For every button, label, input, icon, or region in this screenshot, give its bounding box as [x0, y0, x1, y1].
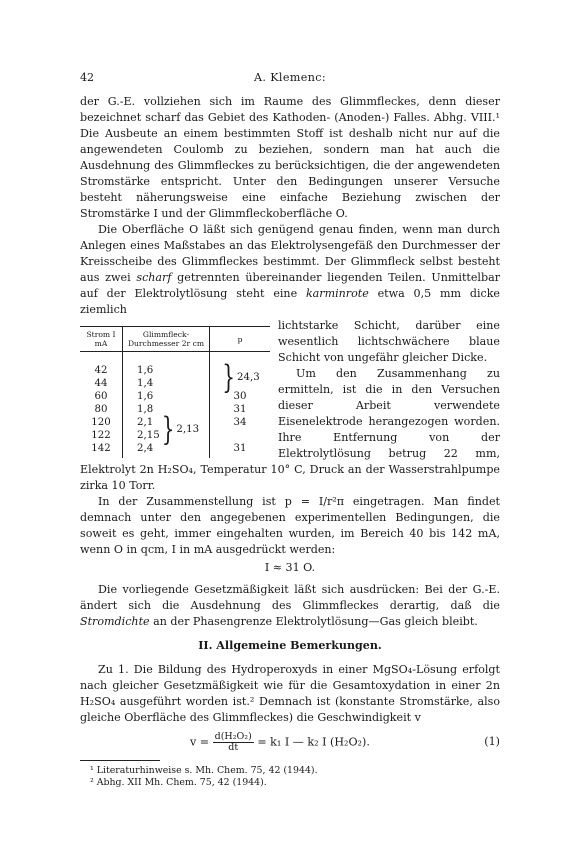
paragraph-5: Zu 1. Die Bildung des Hydroperoxyds in einer MgSO₄-Lösung erfolgt nach gleicher Gesetzmäßigkeit wie für die Gesamtoxydation in einer 2n H₂SO₄ ausgeführt worden ist.² Demnach ist (konstante Stromstärke, also gleiche Oberfläche des Glimmfleckes) die Geschwindigkeit v [80, 663, 500, 724]
footnote-1: ¹ Literaturhinweise s. Mh. Chem. 75, 42 (1944). [90, 765, 318, 776]
data-table [80, 326, 270, 458]
equation-1: v = $\frac{\text{d(H₂O₂)}}{dt}$ = k₁ I — k₂ I (H₂O₂). (1) [190, 731, 500, 753]
table-row: 42 1,6 } 24,3 [80, 352, 270, 378]
page [80, 70, 500, 789]
page-header [80, 70, 500, 94]
brace-symbol: } [222, 357, 236, 396]
column-header-strom: Strom I mA [80, 327, 123, 352]
column-header-p: p [210, 327, 271, 352]
table-wrap-section [80, 318, 500, 494]
wrap-paragraph-1: lichtstarke Schicht, darüber eine wesentlich lichtschwächere blaue Schicht von ungefähr gleicher Dicke. [278, 319, 500, 364]
equation-number: (1) [484, 735, 500, 748]
section-title: II. Allgemeine Bemerkungen. [198, 639, 382, 652]
paragraph-3: In der Zusammenstellung ist p = I/r²π eingetragen. Man findet demnach unter den angegebenen experimentellen Bedingungen, die soweit es geht, immer eingehalten wurden, im Bereich 40 bis 142 mA, wenn O in qcm, I in mA ausgedrückt werden: [80, 495, 500, 556]
formula-1: I ≈ 31 O. [264, 561, 316, 574]
paragraph-1: der G.-E. vollziehen sich im Raume des Glimmfleckes, denn dieser bezeichnet scharf das Gebiet des Kathoden- (Anoden-) Falles. Abhg. VIII.¹ Die Ausbeute an einem bestimmten Stoff ist deshalb nicht nur auf die angewendeten Coulomb zu beziehen, sondern man hat auch die Ausdehnung des Glimmfleckes zu berücksichtigen, die der angewendeten Stromstärke entspricht. Unter den Bedingungen unserer Versuche besteht näherungsweise eine einfache Beziehung zwischen der Stromstärke I und der Glimmfleckoberfläche O. [80, 95, 500, 220]
paragraph-2: Die Oberfläche O läßt sich genügend genau finden, wenn man durch Anlegen eines Maßstabes an das Elektrolysengefäß den Durchmesser der Kreisscheibe des Glimmfleckes bestimmt. Der Glimmfleck selbst besteht aus zwei scharf getrennten übereinander liegenden Teilen. Unmittelbar auf der Elektrolytlösung steht eine karminrote etwa 0,5 mm dicke ziemlich [80, 223, 500, 316]
paragraph-4: Die vorliegende Gesetzmäßigkeit läßt sich ausdrücken: Bei der G.-E. ändert sich die Ausdehnung des Glimmfleckes derartig, daß die Stromdichte an der Phasengrenze Elektrolytlösung—Gas gleich bleibt. [80, 583, 500, 628]
table-row: 80 1,8 31 [80, 403, 270, 416]
table-row: 142 2,4 31 [80, 442, 270, 458]
footnote-rule [80, 760, 160, 761]
table-row: 60 1,6 30 [80, 390, 270, 403]
wrap-paragraph-2: Um den Zusammenhang zu ermitteln, ist die in den Versuchen dieser Arbeit verwendete Eisenelektrode herangezogen worden. Ihre Entfernung von der Elektrolytlösung betrug 22 mm, Elektrolyt 2n H₂SO₄, Temperatur 10° C, Druck an der Wasserstrahlpumpe zirka 10 Torr. [80, 367, 500, 492]
brace-symbol: } [161, 409, 175, 449]
running-head: A. Klemenc: [253, 71, 327, 84]
footnote-2: ² Abhg. XII Mh. Chem. 75, 42 (1944). [90, 777, 267, 788]
table-row: 44 1,4 [80, 377, 270, 390]
page-number: 42 [80, 71, 95, 84]
brace-value: 2,13 [176, 424, 200, 435]
table-row: 120 2,1 2,15 } 2,13 34 [80, 416, 270, 429]
column-header-durchmesser: Glimmfleck-Durchmesser 2r cm [123, 327, 210, 352]
table-row: 122 [80, 429, 270, 442]
